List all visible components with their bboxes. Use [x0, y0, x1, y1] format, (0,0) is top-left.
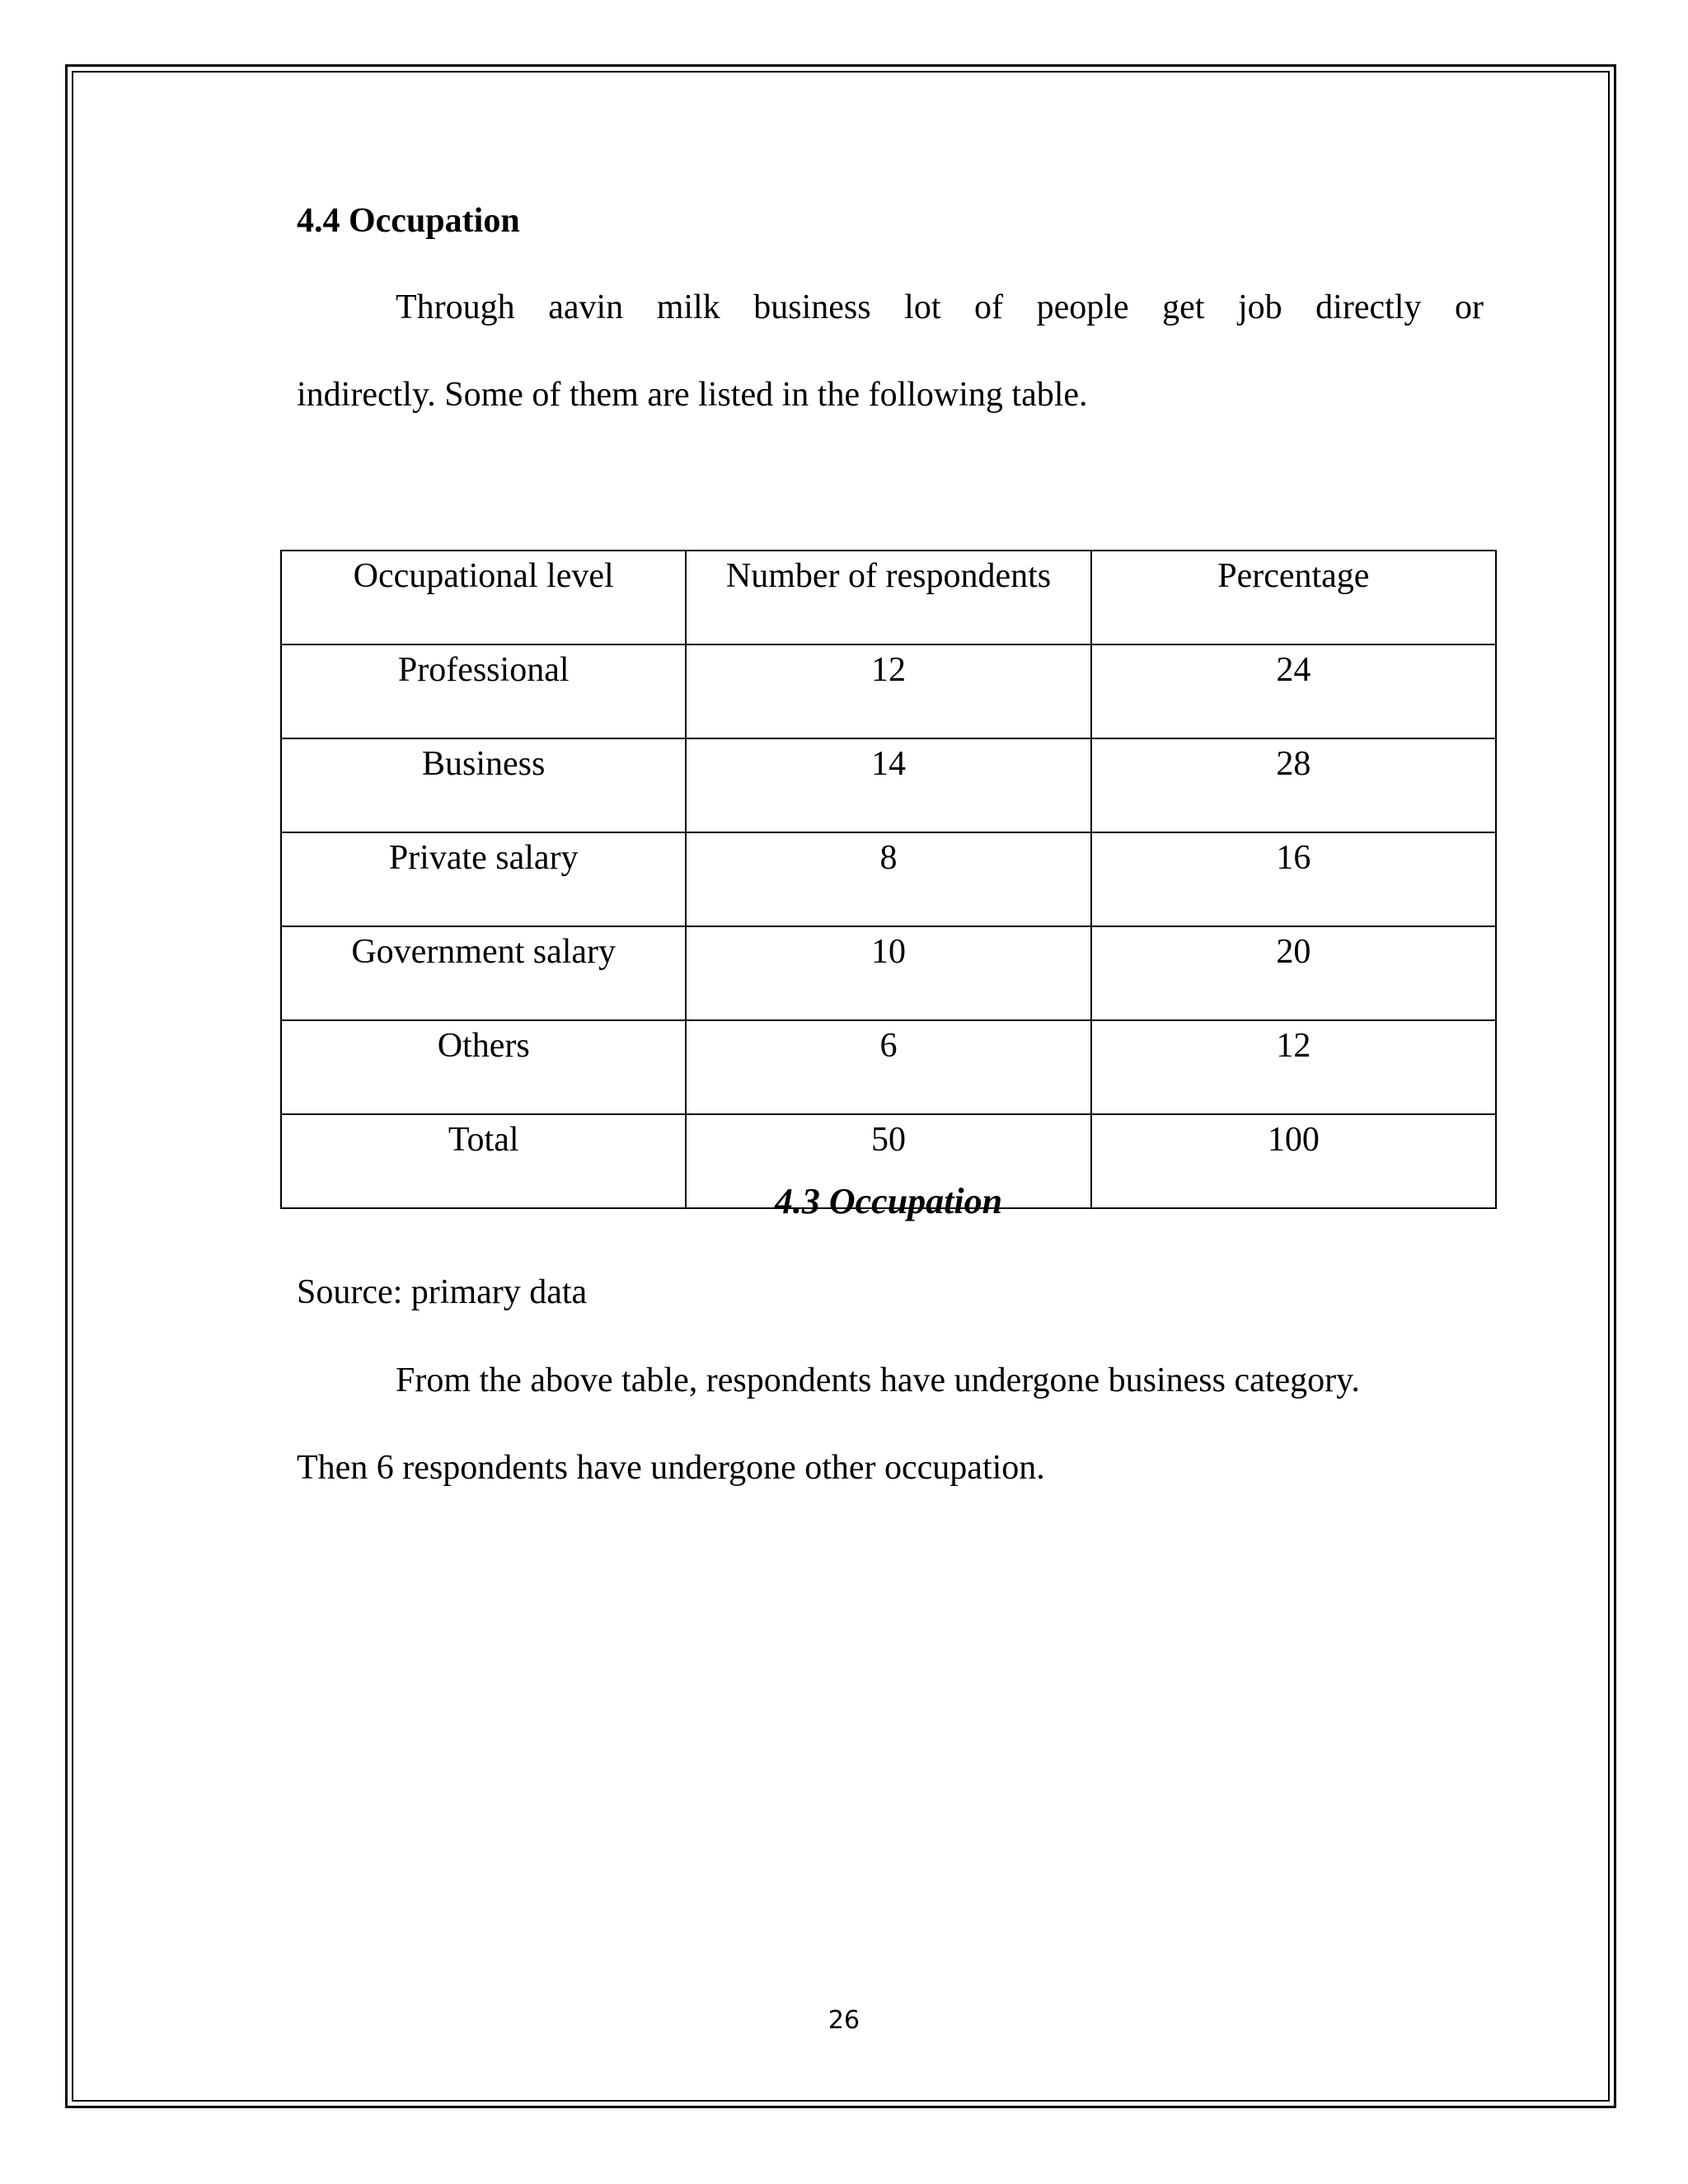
table-row: [281, 738, 1496, 832]
table-header-cell: Occupational level: [281, 551, 686, 644]
intro-line-1: Through aavin milk business lot of people get job directly or: [396, 288, 1484, 326]
source-note: Source: primary data: [297, 1273, 588, 1311]
table-cell: 100: [1091, 1114, 1496, 1208]
table-header-cell: Number of respondents: [686, 551, 1090, 644]
table-row: [281, 1020, 1496, 1114]
table-cell: 50: [686, 1114, 1090, 1208]
conclusion-line-2: Then 6 respondents have undergone other occupation.: [297, 1449, 1045, 1487]
conclusion-paragraph: [297, 1357, 1484, 1532]
table-header-cell: Percentage: [1091, 551, 1496, 644]
intro-line-2: indirectly. Some of them are listed in the following table.: [297, 376, 1088, 414]
table-row: [281, 926, 1496, 1020]
table-row: [281, 644, 1496, 738]
table-row: [281, 832, 1496, 926]
intro-paragraph: [297, 284, 1484, 459]
table-caption: 4.3 Occupation: [774, 1181, 1003, 1221]
table-header-row: [281, 551, 1496, 644]
table-cell: Business: [281, 738, 686, 832]
table-cell: 10: [686, 926, 1090, 1020]
table-cell: 14: [686, 738, 1090, 832]
page-number: 26: [828, 2006, 860, 2035]
table-cell: 16: [1091, 832, 1496, 926]
table-cell: 20: [1091, 926, 1496, 1020]
table-cell: Government salary: [281, 926, 686, 1020]
occupation-table: [280, 550, 1497, 1209]
table-cell: 12: [1091, 1020, 1496, 1114]
table-cell: Private salary: [281, 832, 686, 926]
table-cell: 6: [686, 1020, 1090, 1114]
table-cell: 24: [1091, 644, 1496, 738]
table-cell: 28: [1091, 738, 1496, 832]
table-cell: Others: [281, 1020, 686, 1114]
table-cell: Total: [281, 1114, 686, 1208]
table-cell: 12: [686, 644, 1090, 738]
section-heading: 4.4 Occupation: [297, 202, 520, 240]
conclusion-line-1: From the above table, respondents have undergone business category.: [396, 1361, 1360, 1399]
table-cell: 8: [686, 832, 1090, 926]
table-cell: Professional: [281, 644, 686, 738]
